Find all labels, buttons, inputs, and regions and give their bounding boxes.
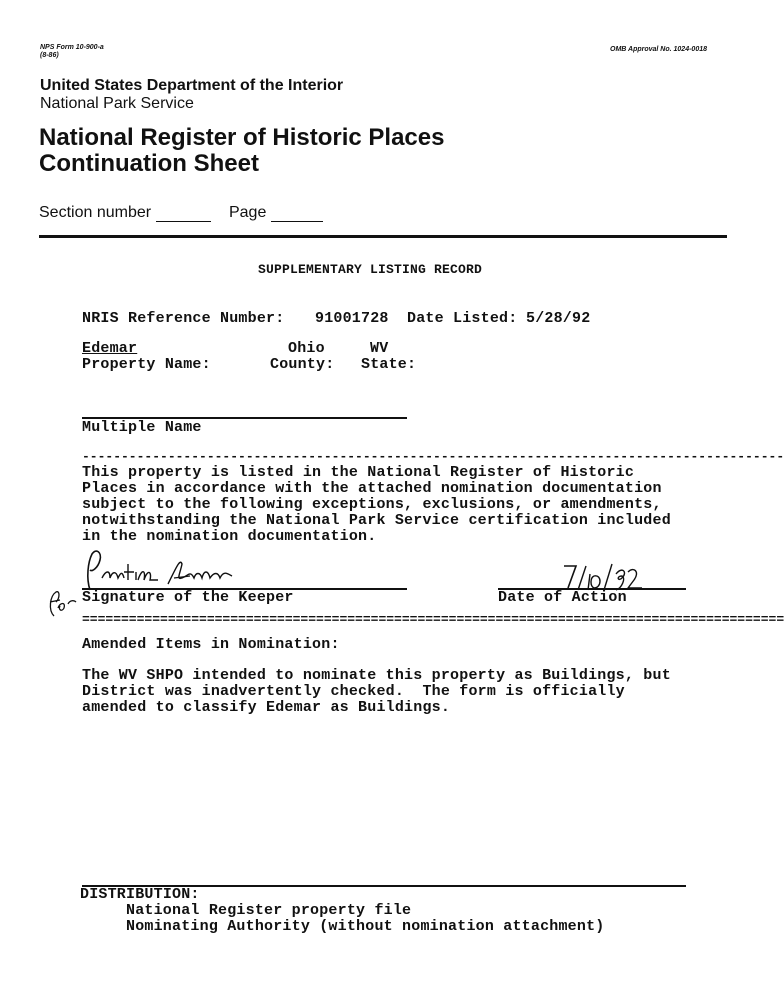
amended-line-2: District was inadvertently checked. The form is officially: [82, 683, 625, 700]
double-dashed-separator: ==========================================================================================: [82, 612, 784, 627]
multiple-name-label: Multiple Name: [82, 419, 202, 436]
record-heading: SUPPLEMENTARY LISTING RECORD: [258, 262, 483, 277]
page-subtitle: Continuation Sheet: [39, 150, 259, 177]
amended-heading: Amended Items in Nomination:: [82, 636, 340, 653]
nris-label: NRIS Reference Number:: [82, 310, 285, 327]
county-label: County:: [270, 356, 335, 373]
statement-line-3: subject to the following exceptions, exclusions, or amendments,: [82, 496, 662, 513]
nris-value: 91001728: [315, 310, 389, 327]
department-name: United States Department of the Interior: [40, 77, 344, 94]
page-label: Page: [228, 204, 267, 221]
county-value: Ohio: [288, 340, 325, 357]
page-title: National Register of Historic Places: [39, 124, 445, 151]
distribution-item: National Register property file: [126, 902, 412, 919]
signature-label: Signature of the Keeper: [82, 589, 294, 606]
section-number-blank: [156, 221, 211, 222]
statement-line-2: Places in accordance with the attached nomination documentation: [82, 480, 662, 497]
service-name: National Park Service: [40, 95, 194, 112]
property-name-value: Edemar: [82, 340, 138, 357]
distribution-heading: DISTRIBUTION:: [80, 886, 200, 903]
state-label: State:: [361, 356, 417, 373]
header-rule: [39, 235, 727, 238]
amended-line-1: The WV SHPO intended to nominate this property as Buildings, but: [82, 667, 671, 684]
section-number-label: Section number: [39, 204, 152, 221]
statement-line-1: This property is listed in the National Register of Historic: [82, 464, 635, 481]
form-date: (8-86): [40, 52, 59, 59]
for-mark: [44, 584, 78, 620]
section-number-field: [39, 204, 323, 222]
dashed-separator: ------------------------------------------------------------------------------------------: [82, 449, 784, 464]
distribution-item: Nominating Authority (without nomination attachment): [126, 918, 605, 935]
form-number: NPS Form 10-900-a: [40, 44, 104, 51]
date-listed-value: 5/28/92: [526, 310, 591, 327]
keeper-signature: [76, 548, 246, 592]
amended-line-3: amended to classify Edemar as Buildings.: [82, 699, 451, 716]
state-value: WV: [370, 340, 389, 357]
date-listed-label: Date Listed:: [407, 310, 518, 327]
property-name-label: Property Name:: [82, 356, 211, 373]
omb-approval: OMB Approval No. 1024-0018: [610, 46, 707, 53]
statement-line-5: in the nomination documentation.: [82, 528, 377, 545]
date-of-action-label: Date of Action: [498, 589, 627, 606]
page-blank: [271, 221, 323, 222]
statement-line-4: notwithstanding the National Park Service certification included: [82, 512, 671, 529]
